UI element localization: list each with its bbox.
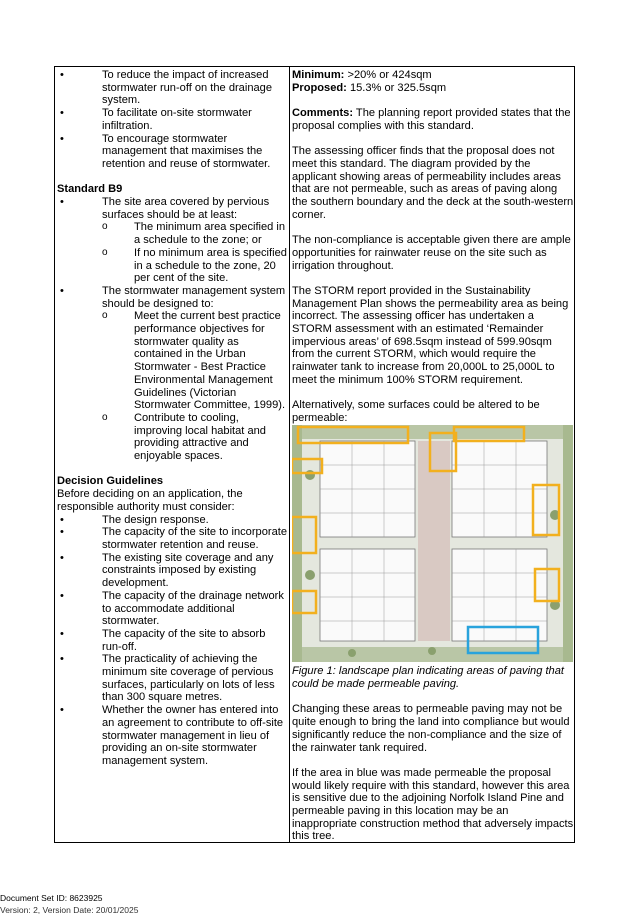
objective-text: To facilitate on-site stormwater infiltration.	[102, 107, 252, 132]
objective-text: To reduce the impact of increased stormwater run-off on the drainage system.	[102, 69, 272, 107]
decision-intro: Before deciding on an application, the responsible authority must consider:	[57, 488, 243, 513]
landscape-plan-image	[292, 425, 573, 662]
proposed-line: Proposed: 15.3% or 325.5sqm	[292, 81, 447, 94]
decision-guidelines-heading: Decision Guidelines	[57, 475, 164, 488]
assessment-paragraph: The STORM report provided in the Sustainability Management Plan shows the permeability area as being incorrect. The assessing officer has undertaken a STORM assessment with an estimated ‘Remainder impervious areas’ of 698.5sqm instead of 599.90sqm from the current STORM, which would require the rainwater tank to increase from 20,000L to 25,000L to meet the minimum 100% STORM requirement.	[292, 284, 569, 386]
sub-list-item: o Contribute to cooling, improving local habitat and providing attractive and enjoyable spaces.	[102, 411, 266, 463]
document-version: Version: 2, Version Date: 20/01/2025	[0, 905, 139, 915]
list-item: • To facilitate on-site stormwater infiltration.	[57, 107, 287, 132]
list-item: • To reduce the impact of increased stormwater run-off on the drainage system.	[57, 69, 287, 107]
assessment-column	[292, 69, 574, 843]
standard-table	[54, 66, 575, 843]
standard-text: The stormwater management system should be designed to:	[102, 284, 286, 310]
standard-text: The site area covered by pervious surfaces should be at least:	[102, 196, 270, 221]
list-item: • The site area covered by pervious surfaces should be at least:	[57, 196, 287, 221]
minimum-line: Minimum: >20% or 424sqm	[292, 69, 432, 81]
list-item: • The design response.	[60, 513, 209, 526]
assessment-paragraph: Alternatively, some surfaces could be altered to be permeable:	[292, 399, 540, 424]
list-item: • The capacity of the site to absorb run-off.	[60, 627, 266, 653]
figure-caption: Figure 1: landscape plan indicating areas of paving that could be made permeable paving.	[292, 665, 564, 691]
assessment-paragraph: The assessing officer finds that the proposal does not meet this standard. The diagram provided by the applicant showing areas of permeability includes areas that are not permeable, such as areas of paving along the southern boundary and the deck at the south-western corner.	[292, 145, 574, 221]
list-item: • To encourage stormwater management that maximises the retention and reuse of stormwater.	[57, 133, 287, 171]
list-item: • The existing site coverage and any constraints imposed by existing development.	[60, 551, 274, 590]
assessment-paragraph: Changing these areas to permeable paving may not be quite enough to bring the land into compliance but would significantly reduce the non-compliance and the size of the rainwater tank required.	[292, 703, 570, 754]
document-set-id: Document Set ID: 8623925	[0, 893, 103, 903]
list-item: • The capacity of the site to incorporate stormwater retention and reuse.	[60, 526, 287, 551]
sub-list-item: o If no minimum area is specified in a schedule to the zone, 20 per cent of the site.	[102, 246, 287, 285]
assessment-paragraph: The non-compliance is acceptable given there are ample opportunities for rainwater reuse on the site such as irrigation throughout.	[292, 234, 571, 272]
objectives-column	[57, 69, 287, 768]
sub-list-item: o Meet the current best practice performance objectives for stormwater quality as contained in the Urban Stormwater - Best Practice Environmental Management Guidelines (Victorian Stormwater Committee, 1999).	[102, 310, 286, 412]
sub-list-item: o The minimum area specified in a schedule to the zone; or	[102, 221, 286, 247]
list-item: • The stormwater management system should be designed to:	[57, 285, 287, 310]
list-item: • The practicality of achieving the minimum site coverage of pervious surfaces, particularly on lots of less than 300 square metres.	[60, 653, 275, 704]
list-item: • Whether the owner has entered into an agreement to contribute to off-site stormwater management in lieu of providing an on-site stormwater management system.	[60, 704, 284, 767]
objective-text: To encourage stormwater management that maximises the retention and reuse of stormwater.	[102, 132, 271, 170]
assessment-paragraph: If the area in blue was made permeable the proposal would likely require with this standard, however this area is sensitive due to the adjoining Norfolk Island Pine and permeable paving in this location may be an inappropriate construction method that adversely impacts this tree.	[292, 766, 574, 843]
column-divider	[289, 67, 290, 842]
standard-heading: Standard B9	[57, 183, 123, 196]
list-item: • The capacity of the drainage network to accommodate additional stormwater.	[60, 589, 284, 628]
comments-paragraph: Comments: The planning report provided states that the proposal complies with this standard.	[292, 107, 571, 132]
